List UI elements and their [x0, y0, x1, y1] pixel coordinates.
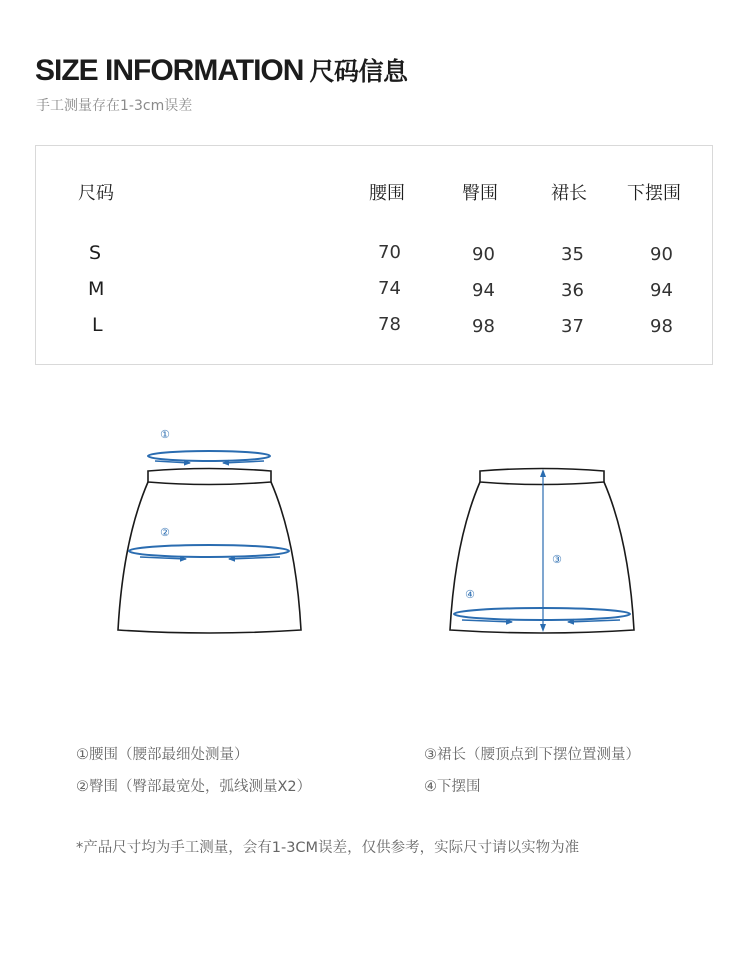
table-cell: 36 [561, 280, 584, 301]
table-cell: 90 [650, 244, 673, 265]
table-cell: 98 [650, 316, 673, 337]
marker-2-label: ② [160, 526, 170, 539]
row-size-l: L [92, 314, 103, 336]
column-header-size: 尺码 [78, 183, 114, 204]
measurement-note: 手工测量存在1-3cm误差 [36, 98, 193, 114]
marker-3-label: ③ [552, 553, 562, 566]
hem-measure-marker [454, 588, 630, 622]
footnote-disclaimer: *产品尺寸均为手工测量，会有1-3CM误差，仅供参考，实际尺寸请以实物为准 [76, 840, 580, 856]
table-cell: 70 [378, 242, 401, 263]
table-cell: 94 [472, 280, 495, 301]
title-english: SIZE INFORMATION [35, 54, 304, 87]
title-chinese: 尺码信息 [309, 57, 408, 86]
column-header-waist: 腰围 [369, 183, 405, 204]
hip-measure-marker [129, 526, 289, 559]
table-cell: 35 [561, 244, 584, 265]
legend-item-length: ③裙长（腰顶点到下摆位置测量） [424, 747, 640, 763]
marker-4-label: ④ [465, 588, 475, 601]
table-cell: 37 [561, 316, 584, 337]
table-cell: 78 [378, 314, 401, 335]
legend-item-hem: ④下摆围 [424, 779, 481, 795]
table-cell: 94 [650, 280, 673, 301]
row-size-m: M [88, 278, 105, 300]
table-cell: 98 [472, 316, 495, 337]
column-header-hem: 下摆围 [627, 183, 681, 204]
row-size-s: S [89, 242, 102, 264]
table-cell: 74 [378, 278, 401, 299]
column-header-hip: 臀围 [462, 183, 498, 204]
legend-item-waist: ①腰围（腰部最细处测量） [76, 747, 249, 763]
legend-item-hip: ②臀围（臀部最宽处，弧线测量X2） [76, 779, 312, 795]
column-header-length: 裙长 [551, 183, 587, 204]
marker-1-label: ① [160, 428, 170, 441]
waist-measure-marker [148, 428, 270, 463]
table-cell: 90 [472, 244, 495, 265]
front-skirt-icon [118, 469, 301, 634]
